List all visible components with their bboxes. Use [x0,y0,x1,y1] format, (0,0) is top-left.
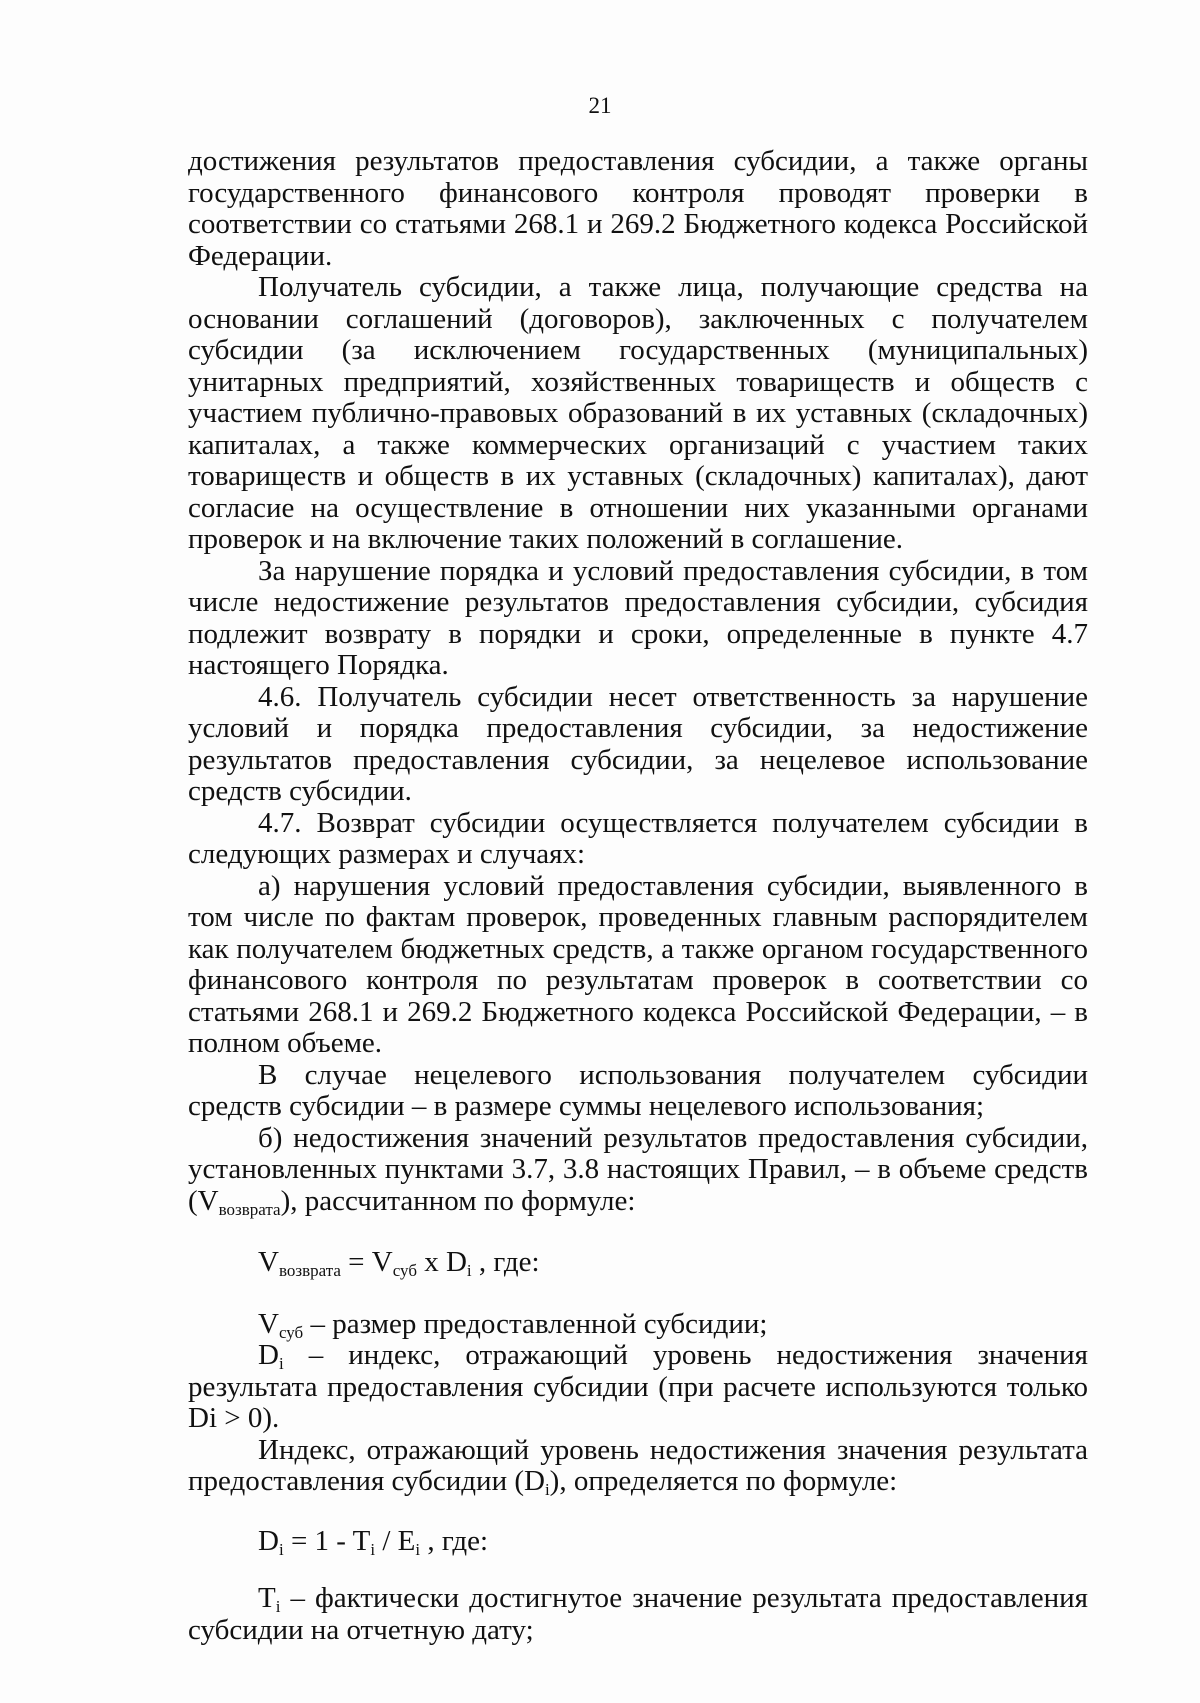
paragraph-4-6: 4.6. Получатель субсидии несет ответственность за нарушение условий и порядка предоставления субсидии, за недостижение результатов предоставления субсидии, за нецелевое использование средств субсидии. [188,680,1088,807]
paragraph-continuation: достижения результатов предоставления субсидии, а также органы государственного финансового контроля проводят проверки в соответствии со статьями 268.1 и 269.2 Бюджетного кодекса Российской Федерации. [188,145,1088,272]
formula-index: $D_i = 1 - T_i / E_i$ , где: [258,1524,489,1559]
document-body [188,146,1088,1646]
paragraph-index-definition: Индекс, отражающий уровень недостижения значения результата предоставления субсидии $(D_i)$, определяется по формуле: [188,1433,1088,1499]
definition-t-i: $T_i$ – фактически достигнутое значение результата предоставления субсидии на отчетную дату; [188,1582,1088,1646]
paragraph-item-a: а) нарушения условий предоставления субсидии, выявленного в том числе по фактам проверок, проведенных главным распорядителем как получателем бюджетных средств, а также органом государственного финансового контроля по результатам проверок в соответствии со статьями 268.1 и 269.2 Бюджетного кодекса Российской Федерации, – в полном объеме. [188,869,1088,1059]
formula-return-volume: $V_{возврата} = V_{суб}$ x $D_i$ , где: [258,1246,540,1280]
item-b-text: б) недостижения значений результатов предоставления субсидии, установленных пунктами 3.7, 3.8 настоящих Правил, – в объеме средств (V [188,1121,1088,1217]
paragraph-violation-return: За нарушение порядка и условий предоставления субсидии, в том числе недостижение результатов предоставления субсидии, субсидия подлежит возврату в порядки и сроки, определенные в пункте 4.7 настоящего Порядка. [188,554,1088,681]
page-number: 21 [588,93,612,118]
paragraph-recipient-consent: Получатель субсидии, а также лица, получающие средства на основании соглашений (договоров), заключенных с получателем субсидии (за исключением государственных (муниципальных) унитарных предприятий, хозяйственных товариществ и обществ с участием публично-правовых образований в их уставных (складочных) капиталах, а также коммерческих организаций с участием таких товариществ и обществ в их уставных (складочных) капиталах), дают согласие на осуществление в отношении них указанными органами проверок и на включение таких положений в соглашение. [188,271,1088,555]
paragraph-misuse: В случае нецелевого использования получателем субсидии средств субсидии – в размере суммы нецелевого использования; [188,1058,1088,1122]
item-b-tail: ), рассчитанном по формуле: [280,1184,636,1217]
item-b-subscript: возврата [218,1199,281,1219]
paragraph-item-b [188,1123,1088,1218]
paragraph-4-7: 4.7. Возврат субсидии осуществляется получателем субсидии в следующих размерах и случаях: [188,806,1088,870]
definition-v-sub: $V_{суб}$ – размер предоставленной субсидии; [258,1307,768,1342]
definition-d-i: $D_i$ – индекс, отражающий уровень недостижения значения результата предоставления субсидии (при расчете используются только Di > 0). [188,1339,1088,1434]
